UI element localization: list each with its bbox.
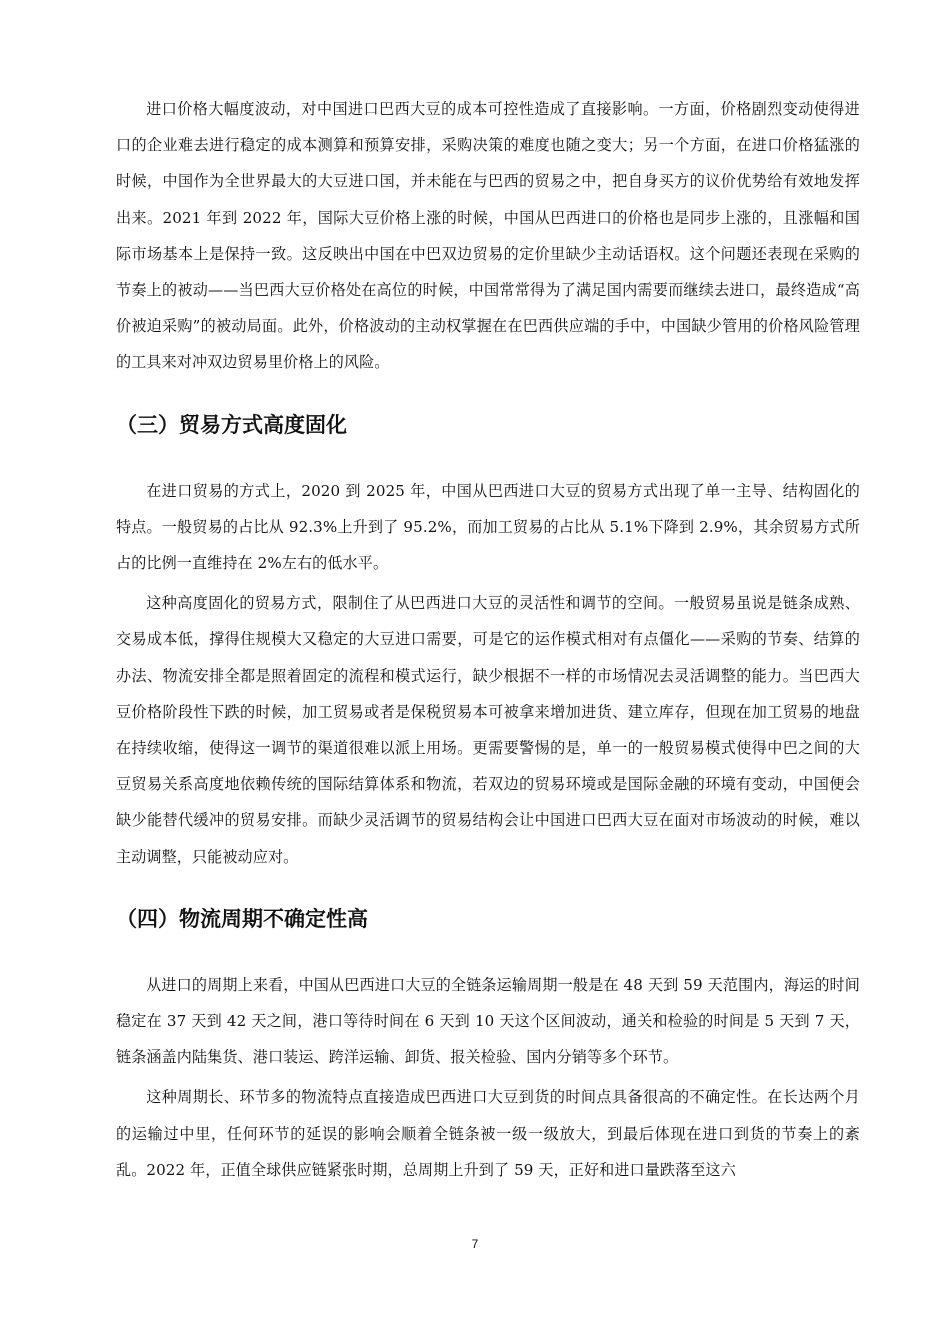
body-paragraph: 从进口的周期上来看，中国从巴西进口大豆的全链条运输周期一般是在 48 天到 59 天范围内，海运的时间稳定在 37 天到 42 天之间，港口等待时间在 6 天到 10 天这个区间波动，通关和检验的时间是 5 天到 7 天，链条涵盖内陆集货、港口装运、跨洋运输、卸货、报关检验、国内分销等多个环节。	[116, 975, 860, 1067]
body-paragraph: 进口价格大幅度波动，对中国进口巴西大豆的成本可控性造成了直接影响。一方面，价格剧烈变动使得进口的企业难去进行稳定的成本测算和预算安排，采购决策的难度也随之变大；另一个方面，在进口价格猛涨的时候，中国作为全世界最大的大豆进口国，并未能在与巴西的贸易之中，把自身买方的议价优势给有效地发挥出来。2021 年到 2022 年，国际大豆价格上涨的时候，中国从巴西进口的价格也是同步上涨的，且涨幅和国际市场基本上是保持一致。这反映出中国在中巴双边贸易的定价里缺少主动话语权。这个问题还表现在采购的节奏上的被动——当巴西大豆价格处在高位的时候，中国常常得为了满足国内需要而继续去进口，最终造成“高价被迫采购”的被动局面。此外，价格波动的主动权掌握在在巴西供应端的手中，中国缺少管用的价格风险管理的工具来对冲双边贸易里价格上的风险。	[116, 100, 860, 372]
page-content	[116, 91, 860, 1192]
body-paragraph: 这种高度固化的贸易方式，限制住了从巴西进口大豆的灵活性和调节的空间。一般贸易虽说是链条成熟、交易成本低，撑得住规模大又稳定的大豆进口需要，可是它的运作模式相对有点僵化——采购的节奏、结算的办法、物流安排全都是照着固定的流程和模式运行，缺少根据不一样的市场情况去灵活调整的能力。当巴西大豆价格阶段性下跌的时候，加工贸易或者是保税贸易本可被拿来增加进货、建立库存，但现在加工贸易的地盘在持续收缩，使得这一调节的渠道很难以派上用场。更需要警惕的是，单一的一般贸易模式使得中巴之间的大豆贸易关系高度地依赖传统的国际结算体系和物流，若双边的贸易环境或是国际金融的环境有变动，中国便会缺少能替代缓冲的贸易安排。而缺少灵活调节的贸易结构会让中国进口巴西大豆在面对市场波动的时候，难以主动调整，只能被动应对。	[116, 594, 860, 866]
body-paragraph: 这种周期长、环节多的物流特点直接造成巴西进口大豆到货的时间点具备很高的不确定性。在长达两个月的运输过中里，任何环节的延误的影响会顺着全链条被一级一级放大，到最后体现在进口到货的节奏上的紊乱。2022 年，正值全球供应链紧张时期，总周期上升到了 59 天，正好和进口量跌落至这六	[116, 1088, 860, 1179]
body-paragraph: 在进口贸易的方式上，2020 到 2025 年，中国从巴西进口大豆的贸易方式出现了单一主导、结构固化的特点。一般贸易的占比从 92.3%上升到了 95.2%，而加工贸易的占比从 5.1%下降到 2.9%，其余贸易方式所占的比例一直维持在 2%左右的低水平。	[116, 481, 860, 573]
section-heading-3: （三）贸易方式高度固化	[116, 412, 347, 437]
section-heading-4: （四）物流周期不确定性高	[116, 906, 368, 931]
page-number: 7	[471, 1237, 479, 1251]
